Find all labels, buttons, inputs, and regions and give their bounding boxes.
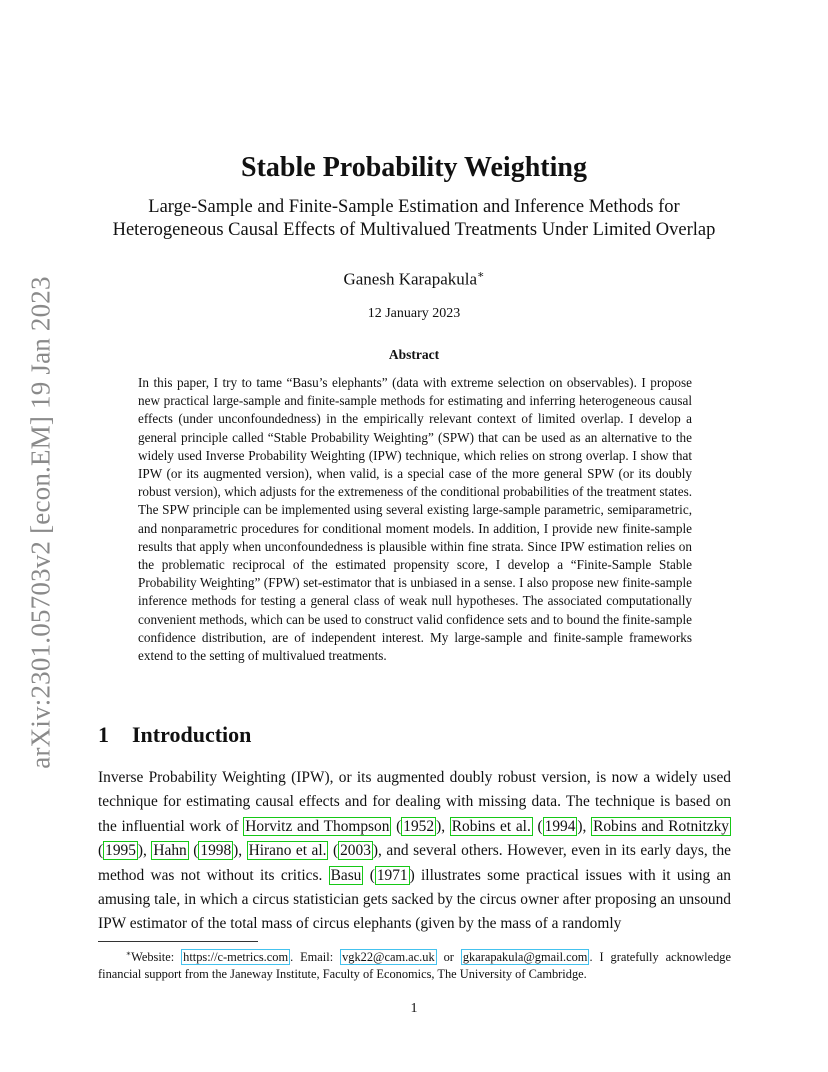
footnote — [98, 945, 731, 983]
abstract-heading: Abstract — [388, 347, 440, 362]
intro-text: ), — [436, 817, 450, 835]
footnote-text: . I gratefully acknowledge financial support from the Janeway Institute, Faculty of Economics, The University of Cambridge. — [98, 950, 731, 982]
website-link[interactable]: https://c-metrics.com — [183, 950, 289, 965]
page-number: 1 — [410, 1001, 418, 1016]
author-line — [0, 268, 828, 290]
email-link[interactable]: gkarapakula@gmail.com — [462, 950, 588, 965]
subtitle-line-1: Large-Sample and Finite-Sample Estimation and Inference Methods for — [148, 197, 680, 217]
intro-text: ), — [577, 817, 592, 835]
paper-subtitle — [90, 196, 738, 242]
intro-text: ), and several others. However, even in its early days, the method was not without its critics. — [98, 842, 731, 884]
section-heading — [98, 722, 251, 748]
intro-text: ), — [137, 842, 152, 860]
citation-year-link[interactable]: 1952 — [403, 817, 435, 835]
citation-link[interactable]: Hirano et al. — [248, 842, 327, 860]
citation-year-link[interactable]: 1971 — [376, 866, 408, 884]
footnote-text: or — [436, 950, 461, 965]
citation-year-link[interactable]: 1995 — [105, 842, 136, 860]
author-name: Ganesh Karapakula — [343, 269, 478, 289]
citation-link[interactable]: Horvitz and Thompson — [245, 817, 390, 835]
author-footnote-mark: ∗ — [477, 269, 485, 281]
subtitle-line-2: Heterogeneous Causal Effects of Multivalued Treatments Under Limited Overlap — [112, 220, 716, 240]
footnote-mark: ∗ — [125, 949, 132, 958]
citation-year-link[interactable]: 2003 — [340, 842, 371, 860]
footnote-divider — [98, 941, 258, 942]
citation-link[interactable]: Robins and Rotnitzky — [593, 817, 730, 835]
intro-text: Inverse Probability Weighting (IPW), or its augmented doubly robust version, is now a widely used technique for estimating causal effects and for dealing with missing data. The technique is based on the influential work of — [98, 769, 731, 835]
footnote-text: . Email: — [290, 950, 341, 965]
citation-year-link[interactable]: 1994 — [544, 817, 576, 835]
citation-link[interactable]: Hahn — [153, 842, 187, 860]
paper-title: Stable Probability Weighting — [241, 152, 587, 183]
citation-link[interactable]: Basu — [330, 866, 362, 884]
section-title: Introduction — [132, 722, 252, 747]
citation-link[interactable]: Robins et al. — [451, 817, 531, 835]
footnote-text: Website: — [131, 950, 182, 965]
citation-year-link[interactable]: 1998 — [200, 842, 232, 860]
introduction-paragraph: Inverse Probability Weighting (IPW), or its augmented doubly robust version, is now a widely used technique for estimating causal effects and for dealing with missing data. The technique is based on the influential work of Horvitz and Thompson ( 1952 ), Robins et al. ( 1994 ), Robins and Rotnitzky ( 1995 ), Hahn ( 1998 ), Hirano et al. ( 2003 ), and several others. However, even in its early days, the method was not without its critics. Basu ( 1971 ) illustrates some practical issues with it using an amusing tale, in which a circus statistician gets sacked by the circus owner after proposing an unsound IPW estimator of the total mass of circus elephants (given by the mass of a randomly — [98, 769, 731, 933]
email-link[interactable]: vgk22@cam.ac.uk — [342, 950, 435, 965]
section-number: 1 — [98, 722, 109, 747]
paper-date: 12 January 2023 — [367, 306, 461, 321]
abstract-text: In this paper, I try to tame “Basu’s elephants” (data with extreme selection on observables). I propose new practical large-sample and finite-sample methods for estimating and inferring heterogeneous causal effects (under unconfoundedness) in the empirically relevant context of limited overlap. I develop a general principle called “Stable Probability Weighting” (SPW) that can be used as an alternative to the widely used Inverse Probability Weighting (IPW) technique, which relies on strong overlap. I show that IPW (or its augmented version), when valid, is a special case of the more general SPW (or its doubly robust version), which adjusts for the extremeness of the conditional probabilities of the treatment states. The SPW principle can be implemented using several existing large-sample parametric, semiparametric, and nonparametric procedures for conditional moment models. In addition, I provide new finite-sample results that apply when unconfoundedness is plausible within fine strata. Since IPW estimation relies on the problematic reciprocal of the estimated propensity score, I develop a “Finite-Sample Stable Probability Weighting” (FPW) set-estimator that is unbiased in a sense. I also propose new finite-sample inference methods for testing a general class of weak null hypotheses. The associated computationally convenient methods, which can be used to construct valid confidence sets and to bound the finite-sample confidence distribution, are of independent interest. My large-sample and finite-sample frameworks extend to the setting of multivalued treatments. — [138, 375, 692, 664]
intro-text: ) illustrates some practical issues with it using an amusing tale, in which a circus statistician gets sacked by the circus owner after proposing an unsound IPW estimator of the total mass of circus elephants (given by the mass of a randomly — [98, 866, 731, 933]
arxiv-identifier-text: arXiv:2301.05703v2 [econ.EM] 19 Jan 2023 — [25, 275, 56, 769]
intro-text: ), — [233, 842, 247, 860]
